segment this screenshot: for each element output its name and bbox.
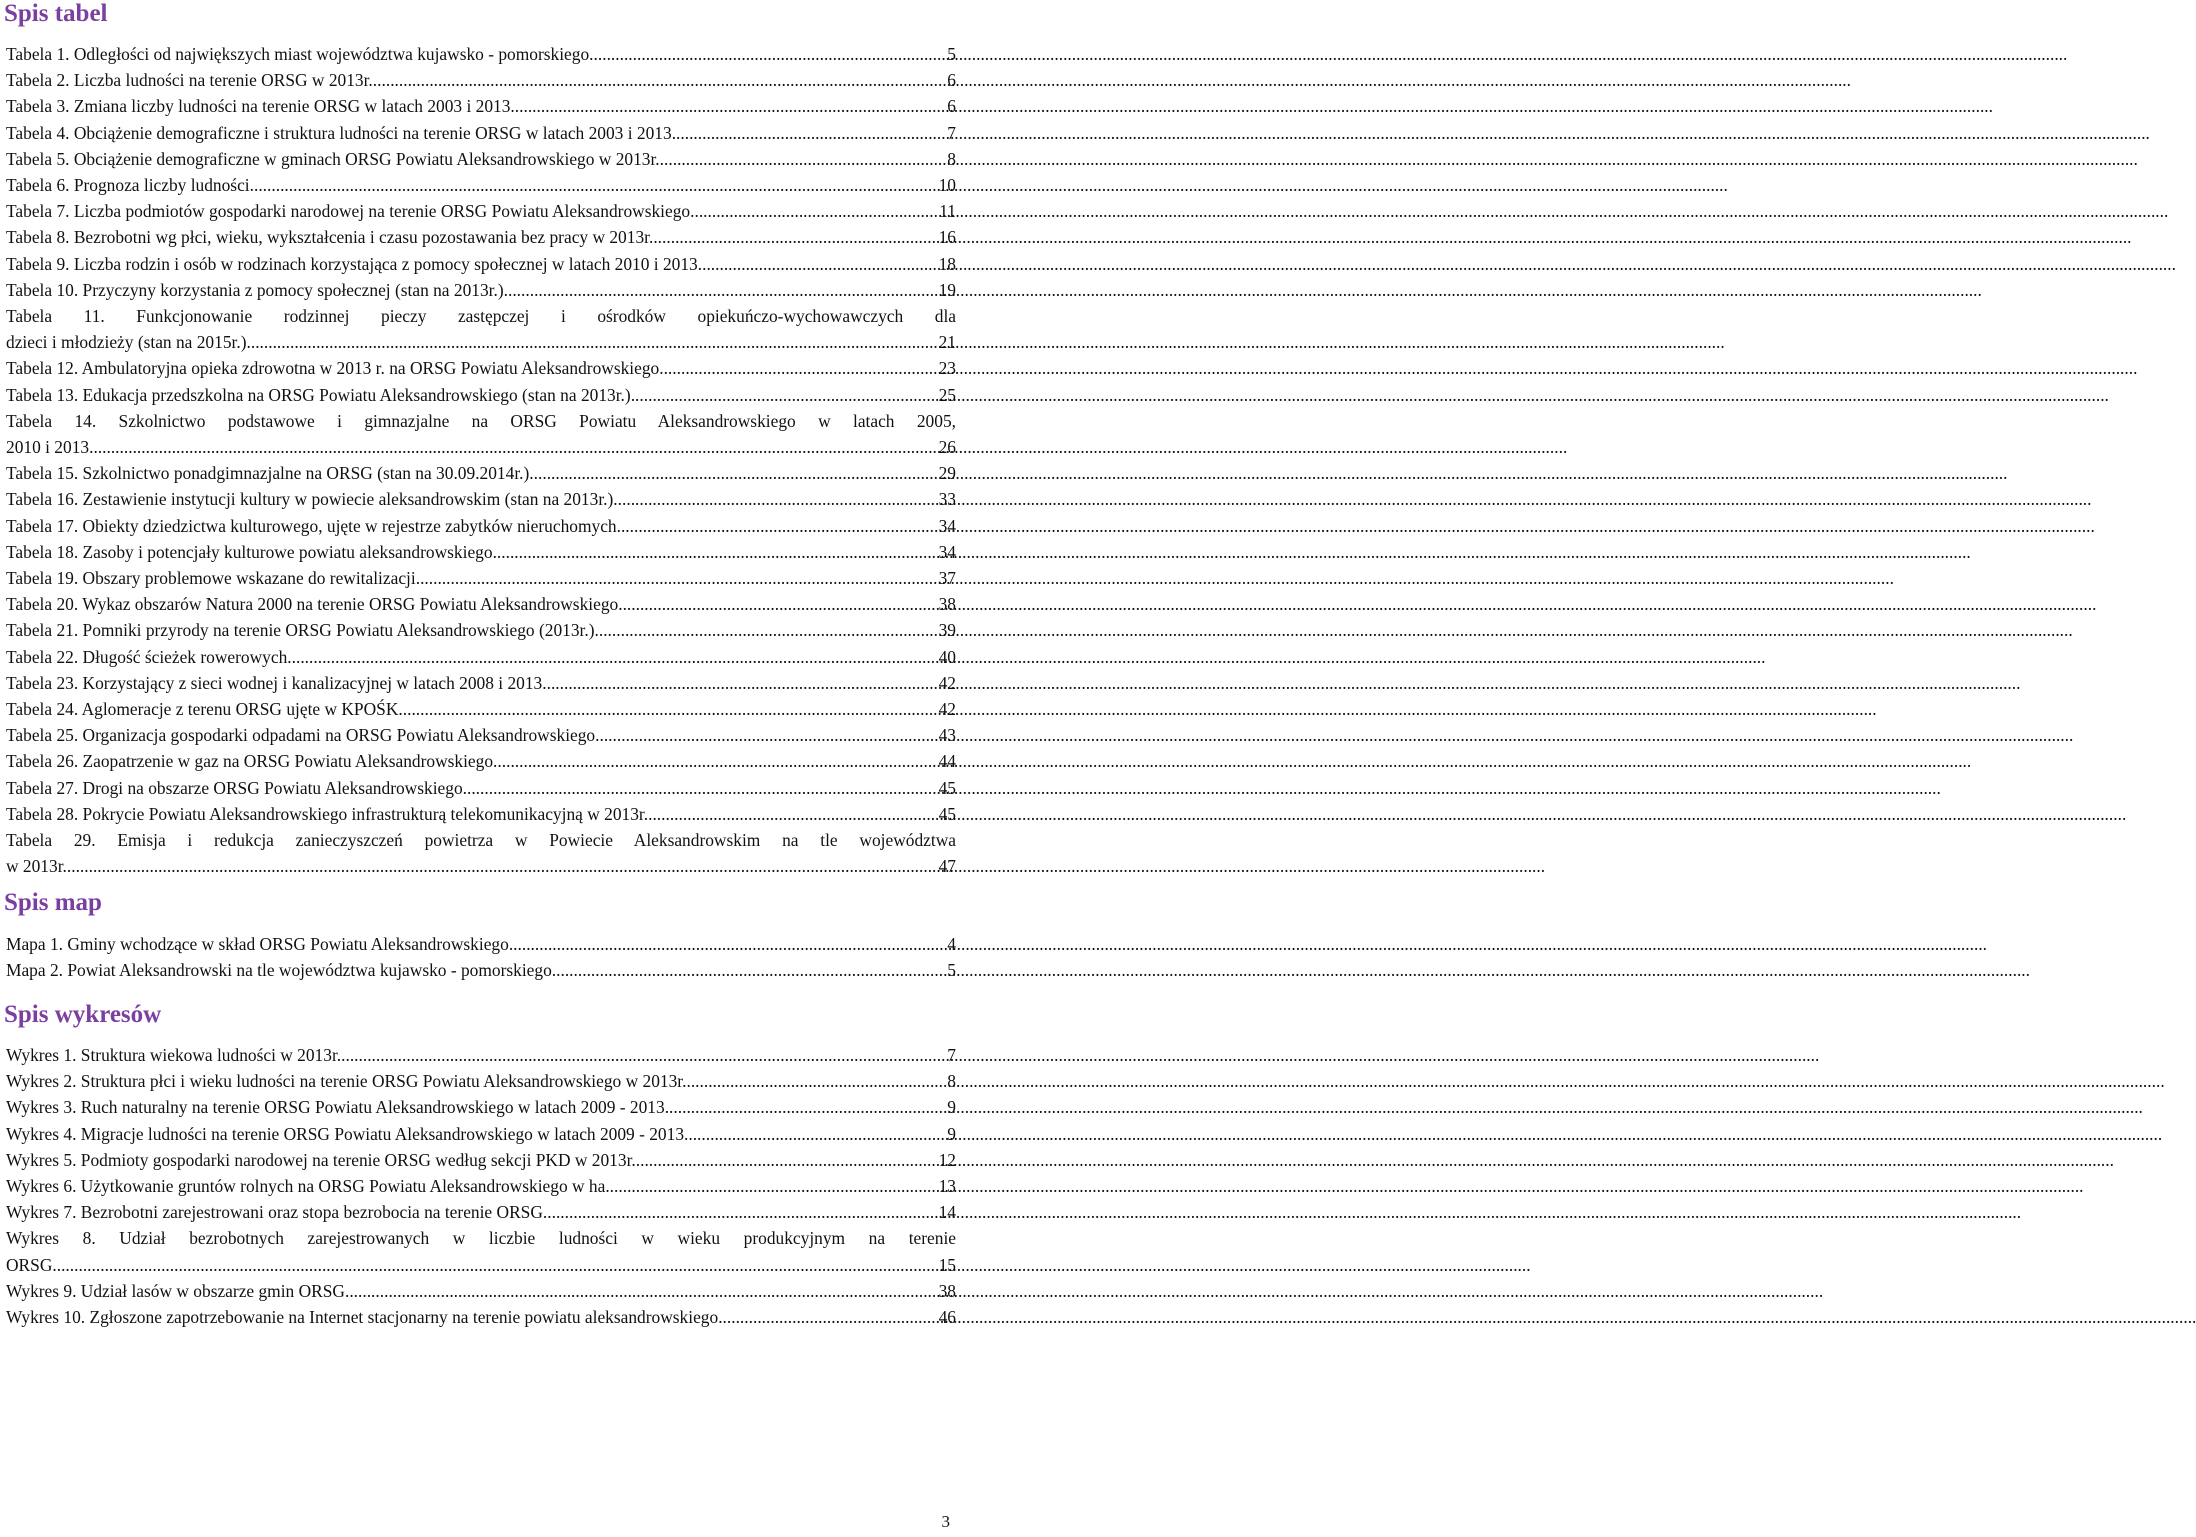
dot-leader xyxy=(463,775,939,801)
toc-entry-chart-title: Wykres 3. Ruch naturalny na terenie ORSG Powiatu Aleksandrowskiego w latach 2009 - 2013 xyxy=(6,1097,665,1118)
toc-entry-table[interactable] xyxy=(6,41,956,67)
dot-leader xyxy=(341,1042,947,1068)
toc-entry-table-title: Tabela 21. Pomniki przyrody na terenie ORSG Powiatu Aleksandrowskiego (2013r.) xyxy=(6,620,595,641)
dot-leader xyxy=(543,1199,939,1225)
toc-entry-table-title: Tabela 22. Długość ścieżek rowerowych xyxy=(6,646,288,667)
toc-entry-chart-title: Wykres 10. Zgłoszone zapotrzebowanie na Internet stacjonarny na terenie powiatu aleksandrowskiego xyxy=(6,1307,719,1328)
toc-entry-table[interactable] xyxy=(6,722,956,748)
toc-entry-table-title: Tabela 25. Organizacja gospodarki odpadami na ORSG Powiatu Aleksandrowskiego xyxy=(6,725,596,746)
toc-entry-table-page-number: 39 xyxy=(938,620,956,641)
toc-entry-table-title: Tabela 3. Zmiana liczby ludności na terenie ORSG w latach 2003 i 2013. xyxy=(6,96,515,117)
toc-entry-table-page-number: 47 xyxy=(938,856,956,877)
toc-entry-table-page-number: 19 xyxy=(938,279,956,300)
toc-entry-table-title: Tabela 20. Wykaz obszarów Natura 2000 na terenie ORSG Powiatu Aleksandrowskiego xyxy=(6,594,619,615)
toc-entry-chart[interactable] xyxy=(6,1199,956,1225)
toc-entry-table[interactable] xyxy=(6,670,956,696)
toc-entry-table[interactable] xyxy=(6,644,956,670)
dot-leader xyxy=(250,172,939,198)
toc-entry-table-title-line2: w 2013r. xyxy=(6,856,67,877)
toc-entry-table[interactable] xyxy=(6,303,956,355)
toc-entry-chart-title: Wykres 1. Struktura wiekowa ludności w 2013r. xyxy=(6,1045,342,1065)
toc-entry-table[interactable] xyxy=(6,513,956,539)
toc-entry-chart-page-number: 38 xyxy=(938,1280,956,1301)
toc-entry-chart-page-number: 7 xyxy=(947,1045,956,1065)
toc-entry-table-page-number: 26 xyxy=(938,437,956,458)
toc-entry-table-page-number: 42 xyxy=(938,699,956,720)
toc-entry-table-title: Tabela 17. Obiekty dziedzictwa kulturowego, ujęte w rejestrze zabytków nieruchomych xyxy=(6,515,617,536)
toc-entry-table-title-line2: dzieci i młodzieży (stan na 2015r.) xyxy=(6,332,247,353)
toc-entry-table-title: Tabela 8. Bezrobotni wg płci, wieku, wykształcenia i czasu pozostawania bez pracy w 2013r. xyxy=(6,227,654,248)
toc-entry-table-page-number: 45 xyxy=(938,803,956,824)
toc-entry-table[interactable] xyxy=(6,172,956,198)
dot-leader xyxy=(648,801,939,827)
toc-entry-table[interactable] xyxy=(6,251,956,277)
toc-entry-table-page-number: 18 xyxy=(938,253,956,274)
toc-entry-table[interactable] xyxy=(6,382,956,408)
toc-entry-chart-page-number: 9 xyxy=(947,1097,956,1118)
toc-entry-table[interactable] xyxy=(6,224,956,250)
dot-leader xyxy=(589,41,947,67)
dot-leader xyxy=(52,1252,938,1278)
dot-leader xyxy=(617,513,939,539)
dot-leader xyxy=(515,93,948,119)
toc-entry-table[interactable] xyxy=(6,539,956,565)
charts-section-title: Spis wykresów xyxy=(4,1001,162,1028)
toc-entry-table-title-line1: Tabela 11. Funkcjonowanie rodzinnej pieczy zastępczej i ośrodków opiekuńczo-wychowawczych dla xyxy=(6,306,956,327)
toc-entry-chart[interactable] xyxy=(6,1094,956,1120)
toc-entry-table[interactable] xyxy=(6,827,956,879)
toc-entry-chart[interactable] xyxy=(6,1121,956,1147)
dot-leader xyxy=(493,748,939,774)
dot-leader xyxy=(686,1068,947,1094)
toc-entry-table-page-number: 40 xyxy=(938,646,956,667)
dot-leader xyxy=(653,224,938,250)
dot-leader xyxy=(595,722,938,748)
toc-entry-table-page-number: 25 xyxy=(938,384,956,405)
toc-entry-table-page-number: 29 xyxy=(938,463,956,484)
toc-entry-table-title: Tabela 12. Ambulatoryjna opieka zdrowotna w 2013 r. na ORSG Powiatu Aleksandrowskiego xyxy=(6,358,660,379)
dot-leader xyxy=(542,670,938,696)
toc-entry-table-title: Tabela 15. Szkolnictwo ponadgimnazjalne na ORSG (stan na 30.09.2014r.) xyxy=(6,463,530,484)
dot-leader xyxy=(613,486,938,512)
toc-entry-table-page-number: 16 xyxy=(938,227,956,248)
dot-leader xyxy=(660,146,948,172)
toc-entry-table-title: Tabela 24. Aglomeracje z terenu ORSG ujęte w KPOŚK xyxy=(6,699,399,720)
toc-entry-table-page-number: 37 xyxy=(938,568,956,589)
dot-leader xyxy=(529,460,938,486)
toc-entry-table-title: Tabela 5. Obciążenie demograficzne w gminach ORSG Powiatu Aleksandrowskiego w 2013r. xyxy=(6,148,660,169)
toc-entry-table[interactable] xyxy=(6,775,956,801)
dot-leader xyxy=(552,957,948,983)
dot-leader xyxy=(659,355,938,381)
toc-entry-table-page-number: 38 xyxy=(938,594,956,615)
toc-entry-map-page-number: 4 xyxy=(947,934,956,954)
document-page xyxy=(0,0,960,1537)
toc-entry-chart-title-line2: ORSG xyxy=(6,1254,53,1275)
toc-entry-table-title: Tabela 1. Odległości od największych miast województwa kujawsko - pomorskiego xyxy=(6,44,590,64)
toc-entry-table-title: Tabela 16. Zestawienie instytucji kultury w powiecie aleksandrowskim (stan na 2013r.) xyxy=(6,489,614,510)
dot-leader xyxy=(504,277,939,303)
charts-list xyxy=(6,1042,956,1330)
toc-entry-table[interactable] xyxy=(6,408,956,460)
toc-entry-table-page-number: 5 xyxy=(947,44,956,64)
maps-section-title: Spis map xyxy=(4,889,102,916)
toc-entry-chart-page-number: 8 xyxy=(947,1071,956,1092)
toc-entry-map-title: Mapa 2. Powiat Aleksandrowski na tle województwa kujawsko - pomorskiego xyxy=(6,960,552,981)
dot-leader xyxy=(631,382,939,408)
toc-entry-map[interactable] xyxy=(6,931,956,957)
toc-entry-table-page-number: 45 xyxy=(938,777,956,798)
toc-entry-table[interactable] xyxy=(6,801,956,827)
toc-entry-table-page-number: 34 xyxy=(938,515,956,536)
toc-entry-chart[interactable] xyxy=(6,1068,956,1094)
dot-leader xyxy=(690,198,939,224)
dot-leader xyxy=(287,644,938,670)
dot-leader xyxy=(595,617,939,643)
dot-leader xyxy=(672,120,948,146)
toc-entry-table-page-number: 42 xyxy=(938,672,956,693)
dot-leader xyxy=(398,696,938,722)
dot-leader xyxy=(67,853,939,879)
toc-entry-table[interactable] xyxy=(6,460,956,486)
toc-entry-chart-page-number: 13 xyxy=(938,1176,956,1197)
toc-entry-chart-title: Wykres 5. Podmioty gospodarki narodowej na terenie ORSG według sekcji PKD w 2013r. xyxy=(6,1149,636,1170)
toc-entry-table-title: Tabela 6. Prognoza liczby ludności xyxy=(6,175,250,196)
toc-entry-chart-title-line1: Wykres 8. Udział bezrobotnych zarejestrowanych w liczbie ludności w wieku produkcyjnym na terenie xyxy=(6,1228,956,1249)
toc-entry-table-title: Tabela 18. Zasoby i potencjały kulturowe powiatu aleksandrowskiego xyxy=(6,541,493,562)
toc-entry-table-title-line1: Tabela 29. Emisja i redukcja zanieczyszczeń powietrza w Powiecie Aleksandrowskim na tle województwa xyxy=(6,830,956,851)
toc-entry-table-page-number: 7 xyxy=(947,122,956,143)
maps-list xyxy=(6,931,956,983)
toc-entry-table-page-number: 43 xyxy=(938,725,956,746)
toc-entry-table-page-number: 44 xyxy=(938,751,956,772)
toc-entry-table-title-line1: Tabela 14. Szkolnictwo podstawowe i gimnazjalne na ORSG Powiatu Aleksandrowskiego w latach 2005, xyxy=(6,410,956,431)
toc-entry-chart[interactable] xyxy=(6,1225,956,1277)
toc-entry-table-title: Tabela 13. Edukacja przedszkolna na ORSG Powiatu Aleksandrowskiego (stan na 2013r.) xyxy=(6,384,631,405)
toc-entry-table[interactable] xyxy=(6,591,956,617)
toc-entry-table-page-number: 21 xyxy=(938,332,956,353)
dot-leader xyxy=(247,329,939,355)
toc-entry-table-page-number: 23 xyxy=(938,358,956,379)
toc-entry-chart-page-number: 46 xyxy=(938,1307,956,1328)
toc-entry-table[interactable] xyxy=(6,93,956,119)
toc-entry-table-title: Tabela 2. Liczba ludności na terenie ORSG w 2013r. xyxy=(6,70,373,91)
toc-entry-table-page-number: 10 xyxy=(938,175,956,196)
toc-entry-table-page-number: 6 xyxy=(947,96,956,117)
dot-leader xyxy=(509,931,947,957)
toc-entry-table[interactable] xyxy=(6,146,956,172)
toc-entry-chart-title: Wykres 2. Struktura płci i wieku ludności na terenie ORSG Powiatu Aleksandrowskiego w 2013r. xyxy=(6,1071,687,1092)
toc-entry-table-title: Tabela 9. Liczba rodzin i osób w rodzinach korzystająca z pomocy społecznej w latach 2010 i 2013 xyxy=(6,253,698,274)
toc-entry-table[interactable] xyxy=(6,277,956,303)
toc-entry-chart-title: Wykres 6. Użytkowanie gruntów rolnych na ORSG Powiatu Aleksandrowskiego w ha xyxy=(6,1176,606,1197)
toc-entry-table-page-number: 11 xyxy=(939,201,956,222)
toc-entry-table-title: Tabela 4. Obciążenie demograficzne i struktura ludności na terenie ORSG w latach 2003 i 2013 xyxy=(6,122,672,143)
toc-entry-map-page-number: 5 xyxy=(947,960,956,981)
page-number: 3 xyxy=(941,1512,950,1531)
toc-entry-table[interactable] xyxy=(6,120,956,146)
toc-entry-table[interactable] xyxy=(6,486,956,512)
toc-entry-table[interactable] xyxy=(6,696,956,722)
toc-entry-chart-page-number: 9 xyxy=(947,1123,956,1144)
toc-entry-chart-page-number: 14 xyxy=(938,1202,956,1223)
dot-leader xyxy=(493,539,939,565)
dot-leader xyxy=(605,1173,938,1199)
dot-leader xyxy=(636,1147,939,1173)
dot-leader xyxy=(345,1278,939,1304)
toc-entry-table-title-line2: 2010 i 2013 xyxy=(6,437,90,458)
toc-entry-table[interactable] xyxy=(6,617,956,643)
toc-entry-table-page-number: 6 xyxy=(947,70,956,91)
toc-entry-table-title: Tabela 28. Pokrycie Powiatu Aleksandrowskiego infrastrukturą telekomunikacyjną w 2013r. xyxy=(6,803,649,824)
dot-leader xyxy=(373,67,948,93)
toc-entry-map-title: Mapa 1. Gminy wchodzące w skład ORSG Powiatu Aleksandrowskiego xyxy=(6,934,509,954)
toc-entry-chart-page-number: 12 xyxy=(938,1149,956,1170)
dot-leader xyxy=(416,565,939,591)
toc-entry-chart[interactable] xyxy=(6,1304,956,1330)
toc-entry-table-title: Tabela 10. Przyczyny korzystania z pomocy społecznej (stan na 2013r.) xyxy=(6,279,504,300)
toc-entry-chart[interactable] xyxy=(6,1278,956,1304)
dot-leader xyxy=(718,1304,938,1330)
toc-entry-chart-title: Wykres 4. Migracje ludności na terenie ORSG Powiatu Aleksandrowskiego w latach 2009 - 2013 xyxy=(6,1123,685,1144)
dot-leader xyxy=(618,591,938,617)
toc-entry-table[interactable] xyxy=(6,355,956,381)
toc-entry-chart[interactable] xyxy=(6,1042,956,1068)
toc-entry-table[interactable] xyxy=(6,565,956,591)
toc-entry-table-title: Tabela 23. Korzystający z sieci wodnej i kanalizacyjnej w latach 2008 i 2013 xyxy=(6,672,543,693)
dot-leader xyxy=(89,434,939,460)
toc-entry-table-title: Tabela 27. Drogi na obszarze ORSG Powiatu Aleksandrowskiego xyxy=(6,777,463,798)
toc-entry-table-title: Tabela 7. Liczba podmiotów gospodarki narodowej na terenie ORSG Powiatu Aleksandrowskiego xyxy=(6,201,691,222)
toc-entry-table-page-number: 8 xyxy=(947,148,956,169)
toc-entry-chart[interactable] xyxy=(6,1147,956,1173)
toc-entry-table-title: Tabela 26. Zaopatrzenie w gaz na ORSG Powiatu Aleksandrowskiego xyxy=(6,751,494,772)
toc-entry-chart-title: Wykres 9. Udział lasów w obszarze gmin ORSG xyxy=(6,1280,345,1301)
dot-leader xyxy=(665,1094,948,1120)
dot-leader xyxy=(684,1121,947,1147)
toc-entry-table-page-number: 34 xyxy=(938,541,956,562)
toc-entry-chart-title: Wykres 7. Bezrobotni zarejestrowani oraz stopa bezrobocia na terenie ORSG xyxy=(6,1202,543,1223)
dot-leader xyxy=(698,251,939,277)
toc-entry-table[interactable] xyxy=(6,748,956,774)
toc-entry-map[interactable] xyxy=(6,957,956,983)
tables-section-title: Spis tabel xyxy=(4,0,108,27)
tables-list xyxy=(6,41,956,880)
toc-entry-table-title: Tabela 19. Obszary problemowe wskazane do rewitalizacji xyxy=(6,568,416,589)
toc-entry-table[interactable] xyxy=(6,67,956,93)
toc-entry-table-page-number: 33 xyxy=(938,489,956,510)
toc-entry-table[interactable] xyxy=(6,198,956,224)
toc-entry-chart-page-number: 15 xyxy=(938,1254,956,1275)
toc-entry-chart[interactable] xyxy=(6,1173,956,1199)
